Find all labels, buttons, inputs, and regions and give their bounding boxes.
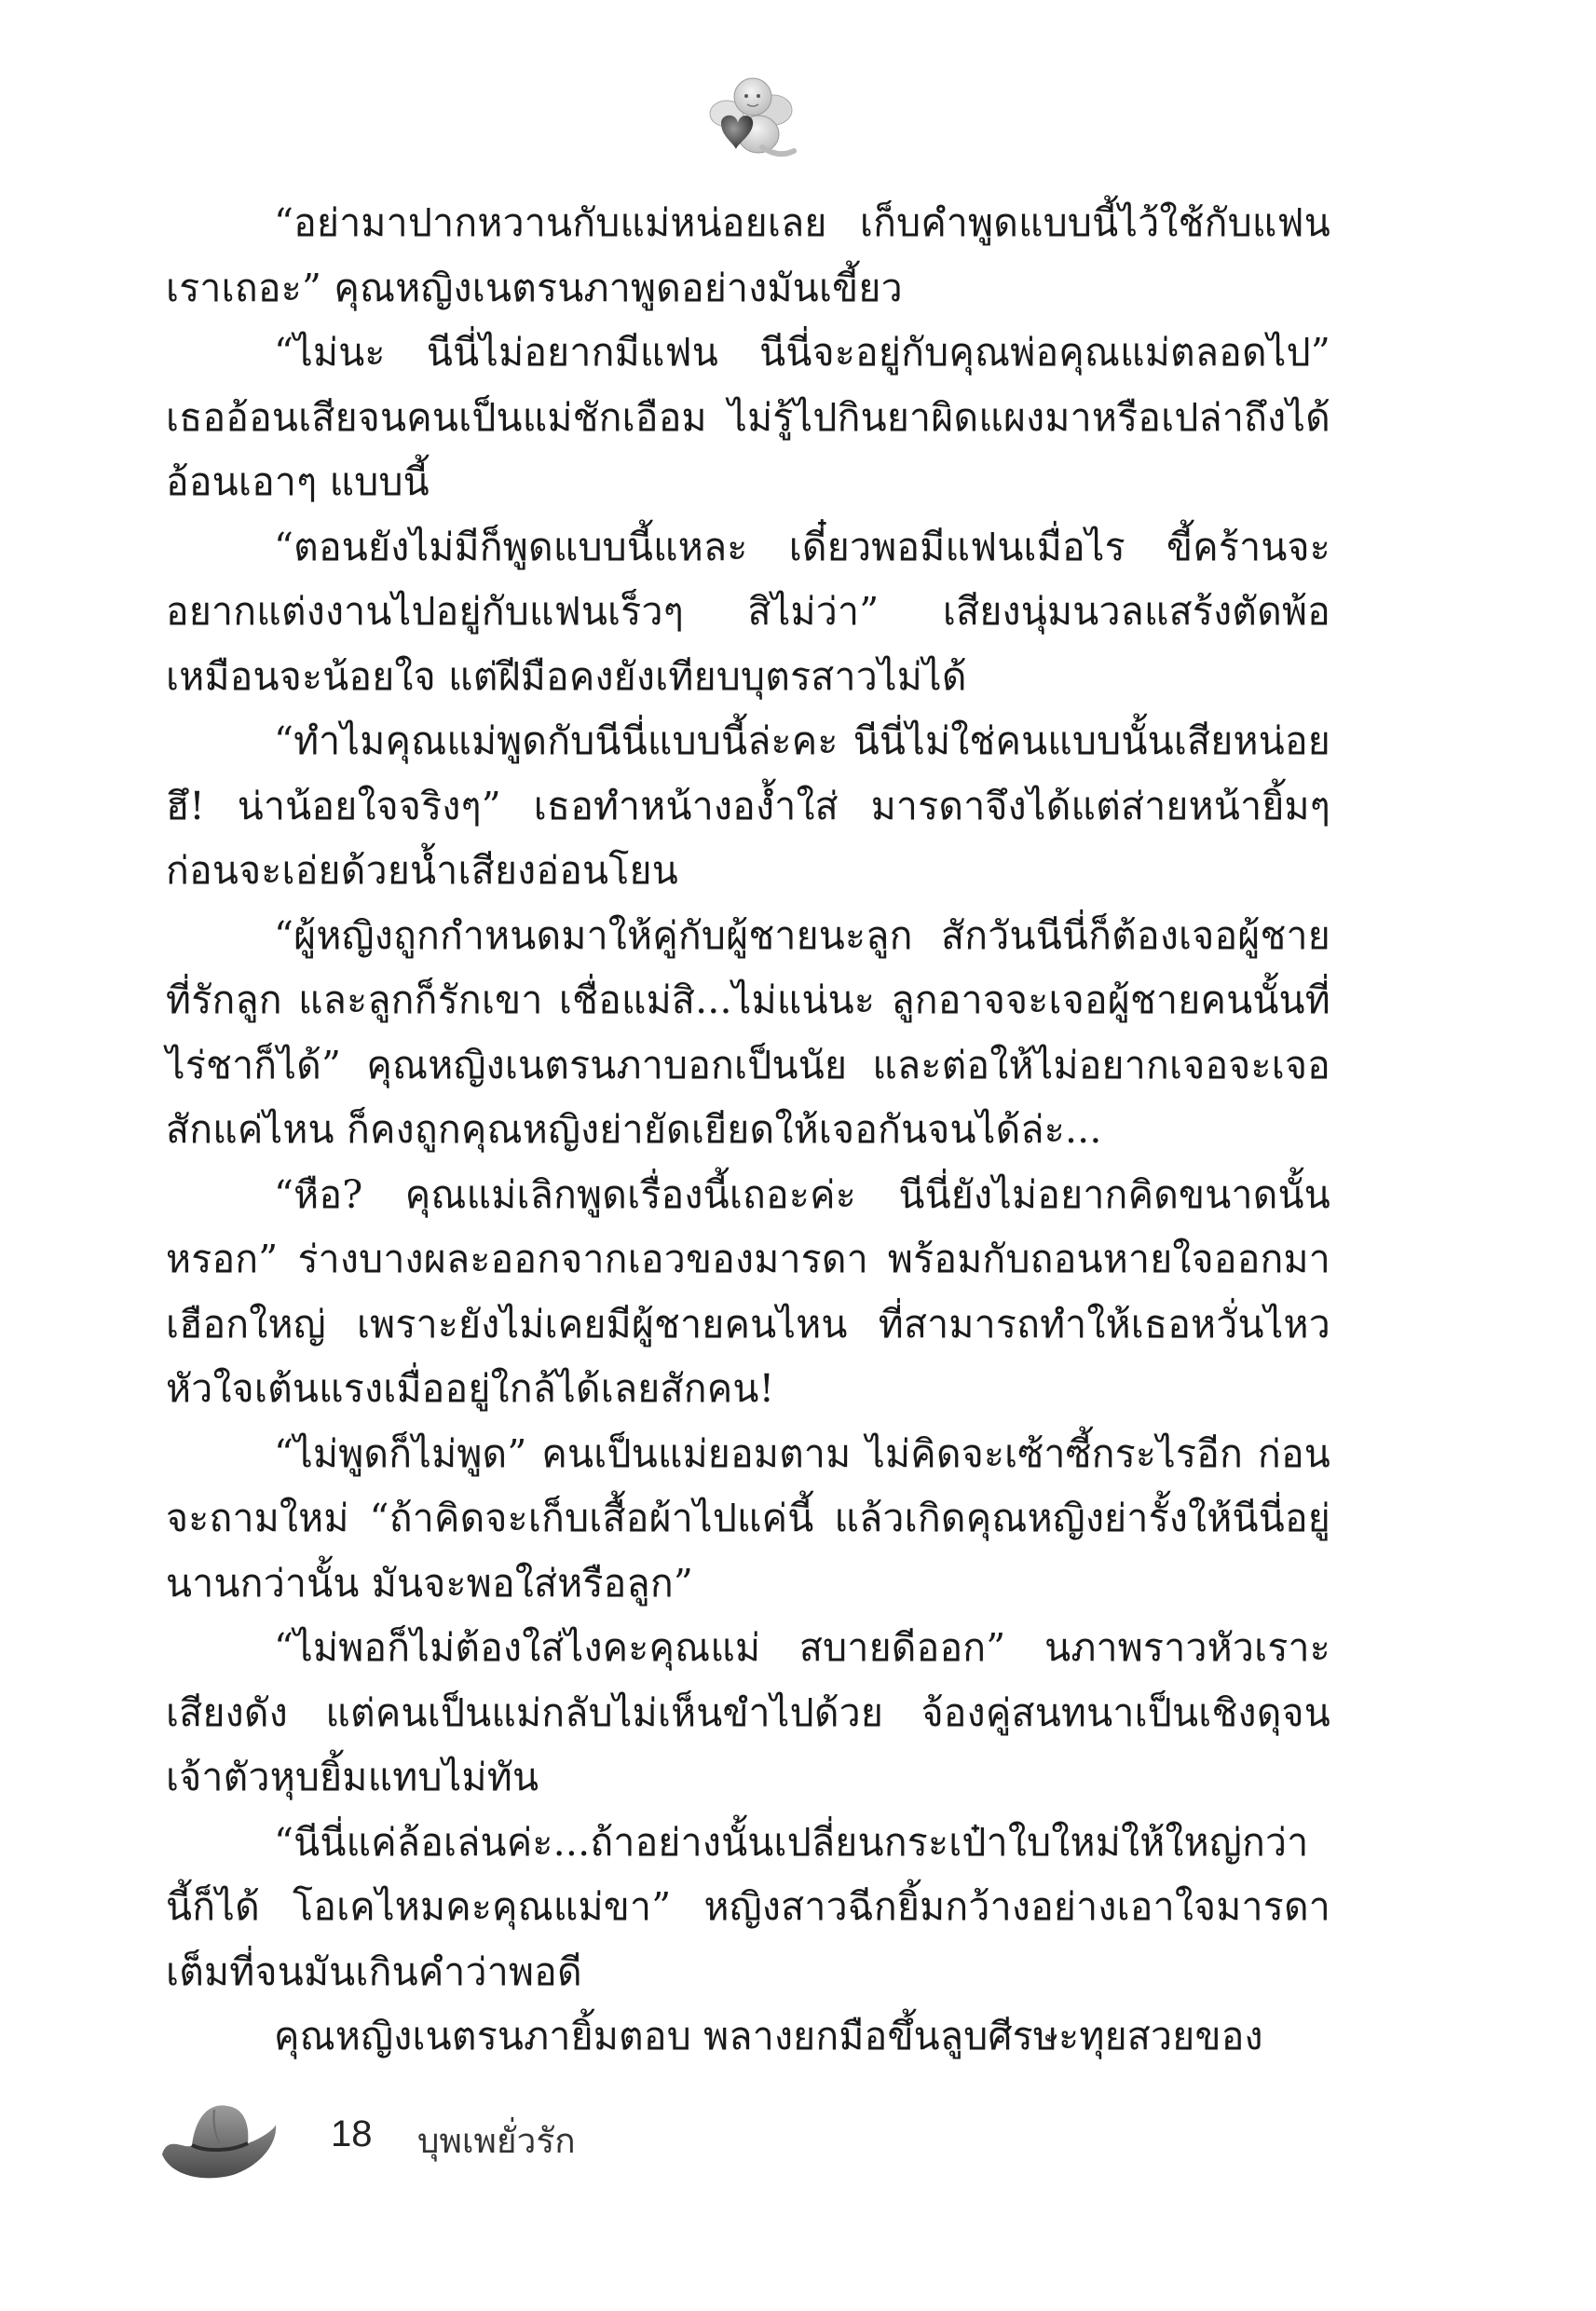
paragraph: “ผู้หญิงถูกกำหนดมาให้คู่กับผู้ชายนะลูก สักวันนีนี่ก็ต้องเจอผู้ชายที่รักลูก และลูกก็รักเขา เชื่อแม่สิ...ไม่แน่นะ ลูกอาจจะเจอผู้ชายคนนั้นที่ไร่ชาก็ได้” คุณหญิงเนตรนภาบอกเป็นนัย และต่อให้ไม่อยากเจอจะเจอสักแค่ไหน ก็คงถูกคุณหญิงย่ายัดเยียดให้เจอกันจนได้ล่ะ... xyxy=(166,912,1330,1152)
paragraph: “ตอนยังไม่มีก็พูดแบบนี้แหละ เดี๋ยวพอมีแฟนเมื่อไร ขี้คร้านจะอยากแต่งงานไปอยู่กับแฟนเร็วๆ สิไม่ว่า” เสียงนุ่มนวลแสร้งตัดพ้อเหมือนจะน้อยใจ แต่ฝีมือคงยังเทียบบุตรสาวไม่ได้ xyxy=(166,524,1330,699)
paragraph: “ไม่นะ นีนี่ไม่อยากมีแฟน นีนี่จะอยู่กับคุณพ่อคุณแม่ตลอดไป” เธออ้อนเสียจนคนเป็นแม่ชักเอือม ไม่รู้ไปกินยาผิดแผงมาหรือเปล่าถึงได้อ้อนเอาๆ แบบนี้ xyxy=(166,330,1330,504)
paragraph: “ไม่พอก็ไม่ต้องใส่ไงคะคุณแม่ สบายดีออก” นภาพราวหัวเราะเสียงดัง แต่คนเป็นแม่กลับไม่เห็นขำไปด้วย จ้องคู่สนทนาเป็นเชิงดุจนเจ้าตัวหุบยิ้มแทบไม่ทัน xyxy=(166,1625,1330,1799)
body-text xyxy=(166,191,1330,2070)
cherub-heart-icon xyxy=(701,73,799,162)
paragraph: “อย่ามาปากหวานกับแม่หน่อยเลย เก็บคำพูดแบบนี้ไว้ใช้กับแฟนเราเถอะ” คุณหญิงเนตรนภาพูดอย่างมันเขี้ยว xyxy=(166,200,1330,310)
page-number: 18 xyxy=(331,2113,373,2154)
paragraph: “นีนี่แค่ล้อเล่นค่ะ...ถ้าอย่างนั้นเปลี่ยนกระเป๋าใบใหม่ให้ใหญ่กว่านี้ก็ได้ โอเคไหมคะคุณแม่ขา” หญิงสาวฉีกยิ้มกว้างอย่างเอาใจมารดาเต็มที่จนมันเกินคำว่าพอดี xyxy=(166,1819,1330,1994)
paragraph: คุณหญิงเนตรนภายิ้มตอบ พลางยกมือขึ้นลูบศีรษะทุยสวยของ xyxy=(274,2014,1263,2058)
paragraph: “ทำไมคุณแม่พูดกับนีนี่แบบนี้ล่ะคะ นีนี่ไม่ใช่คนแบบนั้นเสียหน่อย ฮึ! น่าน้อยใจจริงๆ” เธอทำหน้างองํ้าใส่ มารดาจึงได้แต่ส่ายหน้ายิ้มๆ ก่อนจะเอ่ยด้วยนํ้าเสียงอ่อนโยน xyxy=(166,718,1330,893)
cowboy-hat-icon xyxy=(158,2097,280,2190)
paragraph: “หือ? คุณแม่เลิกพูดเรื่องนี้เถอะค่ะ นีนี่ยังไม่อยากคิดขนาดนั้นหรอก” ร่างบางผละออกจากเอวของมารดา พร้อมกับถอนหายใจออกมาเฮือกใหญ่ เพราะยังไม่เคยมีผู้ชายคนไหน ที่สามารถทำให้เธอหวั่นไหวหัวใจเต้นแรงเมื่ออยู่ใกล้ได้เลยสักคน! xyxy=(166,1171,1330,1411)
paragraph: “ไม่พูดก็ไม่พูด” คนเป็นแม่ยอมตาม ไม่คิดจะเซ้าซี้กระไรอีก ก่อนจะถามใหม่ “ถ้าคิดจะเก็บเสื้อผ้าไปแค่นี้ แล้วเกิดคุณหญิงย่ารั้งให้นีนี่อยู่นานกว่านั้น มันจะพอใส่หรือลูก” xyxy=(166,1430,1330,1606)
book-title: บุพเพยั่วรัก xyxy=(417,2121,576,2161)
